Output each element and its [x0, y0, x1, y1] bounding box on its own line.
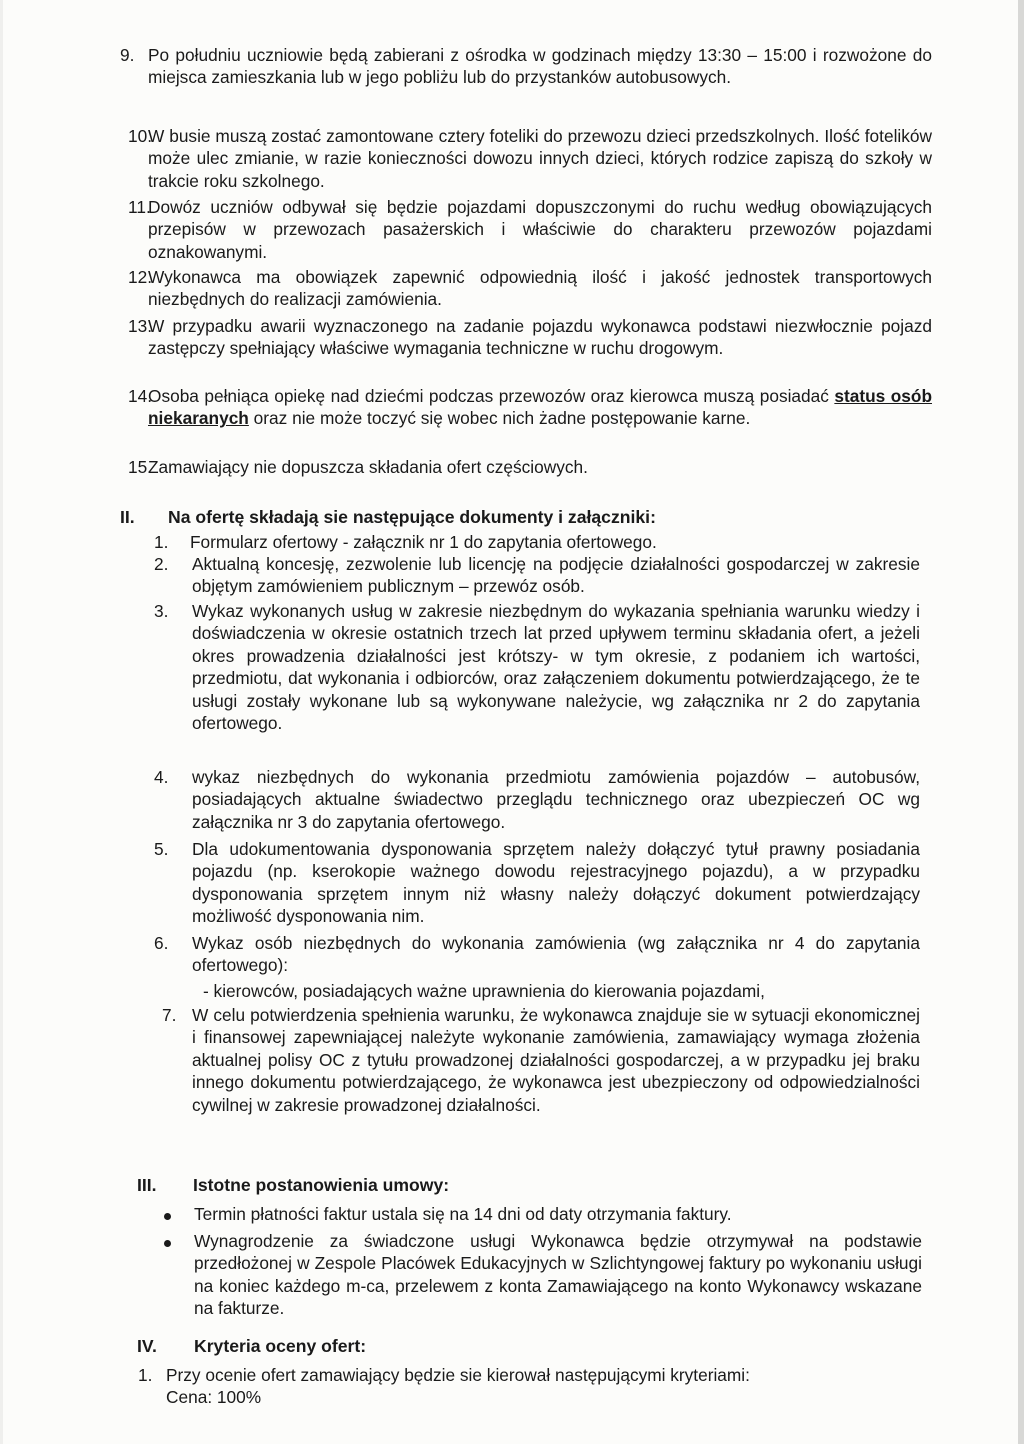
- item-number: 3.: [154, 601, 169, 621]
- bullet-icon: [164, 1213, 171, 1220]
- item-text: - kierowców, posiadających ważne uprawnienia do kierowania pojazdami,: [203, 981, 765, 1001]
- section-heading: Kryteria oceny ofert:: [194, 1336, 367, 1356]
- item-text: W przypadku awarii wyznaczonego na zadanie pojazdu wykonawca podstawi niezwłocznie pojazd zastępczy spełniający właściwe wymagania techniczne w ruchu drogowym.: [148, 316, 932, 359]
- list-item: [128, 266, 932, 311]
- item-number: 14.: [128, 386, 153, 406]
- item-text: Przy ocenie ofert zamawiający będzie sie kierował następującymi kryteriami:: [166, 1365, 750, 1385]
- item-number: 15.: [128, 457, 153, 477]
- item-text: Dowóz uczniów odbywał się będzie pojazdami dopuszczonymi do ruchu według obowiązujących przepisów w przewozach pasażerskich i właściwie do charakteru przewozów pojazdami oznakowanymi.: [148, 197, 932, 262]
- list-item: [154, 600, 920, 734]
- item-text: Termin płatności faktur ustala się na 14 dni od daty otrzymania faktury.: [194, 1204, 732, 1224]
- item-text-part: oraz nie może toczyć się wobec nich żadne postępowanie karne.: [248, 408, 751, 429]
- item-number: 11.: [128, 197, 151, 217]
- section-heading: Na ofertę składają sie następujące dokumenty i załączniki:: [168, 507, 656, 527]
- list-item: [154, 553, 920, 598]
- item-number: 12.: [128, 267, 153, 287]
- item-text: W busie muszą zostać zamontowane cztery foteliki do przewozu dzieci przedszkolnych. Ilość fotelików może ulec zmianie, w razie konieczności dowozu innych dzieci, których rodzice zapiszą do szkoły w trakcie roku szkolnego.: [148, 126, 932, 191]
- item-text: Wykaz osób niezbędnych do wykonania zamówienia (wg załącznika nr 4 do zapytania ofertowego):: [192, 933, 920, 976]
- item-text: Aktualną koncesję, zezwolenie lub licencję na podjęcie działalności gospodarczej w zakresie objętym zamówieniem publicznym – przewóz osób.: [192, 554, 920, 597]
- list-item: [128, 456, 932, 478]
- list-item: [128, 315, 932, 360]
- item-text: [148, 385, 932, 430]
- item-text: Dla udokumentowania dysponowania sprzętem należy dołączyć tytuł prawny posiadania pojazdu (np. kserokopie ważnego dowodu rejestracyjnego pojazdu), a w przypadku dysponowania sprzętem innym niż własny należy dołączyć dokument potwierdzający możliwość dysponowania nim.: [192, 839, 920, 927]
- item-number: 1.: [154, 532, 169, 552]
- emphasis-text: status osób niekaranych: [148, 386, 932, 429]
- list-item: [120, 44, 932, 89]
- item-text: W celu potwierdzenia spełnienia warunku, że wykonawca znajduje sie w sytuacji ekonomicznej i finansowej zapewniającej należyte wykonanie zamówienia, zamawiający wymaga złożenia aktualnej polisy OC z tytułu prowadzonej działalności gospodarczej, a w przypadku jej braku innego dokumentu potwierdzającego, że wykonawca jest ubezpieczony od odpowiedzialności cywilnej w zakresie prowadzonej działalności.: [192, 1005, 920, 1115]
- item-number: 9.: [120, 45, 135, 65]
- item-number: 10.: [128, 126, 153, 146]
- scan-edge-right: [1018, 0, 1024, 1444]
- item-number: 1.: [138, 1365, 153, 1385]
- criterion-line: [166, 1386, 261, 1408]
- list-item: [128, 196, 932, 263]
- list-item: [154, 838, 920, 928]
- list-item: [154, 932, 920, 977]
- item-text-part: Osoba pełniąca opiekę nad dziećmi podczas przewozów oraz kierowca muszą posiadać: [148, 386, 835, 406]
- item-number: 4.: [154, 767, 169, 787]
- list-item: [194, 1230, 922, 1320]
- section-heading: Istotne postanowienia umowy:: [193, 1175, 450, 1195]
- item-text: Wykaz wykonanych usług w zakresie niezbędnym do wykazania spełniania warunku wiedzy i doświadczenia w okresie ostatnich trzech lat przed upływem terminu składania ofert, a jeżeli okres prowadzenia działalności jest krótszy- w tym okresie, z podaniem ich wartości, przedmiotu, dat wykonania i odbiorców, oraz załączeniem dokumentu potwierdzającego, że te usługi zostały wykonane lub są wykonywane należycie, wg załącznika nr 2 do zapytania ofertowego.: [192, 601, 920, 734]
- list-item: [162, 1004, 920, 1116]
- item-number: 6.: [154, 933, 169, 953]
- section-number: II.: [120, 507, 135, 527]
- item-text: Zamawiający nie dopuszcza składania ofert częściowych.: [148, 457, 588, 477]
- list-item: [154, 766, 920, 833]
- item-number: 7.: [162, 1005, 177, 1025]
- section-number: IV.: [137, 1336, 157, 1356]
- item-number: 2.: [154, 554, 169, 574]
- item-text: Formularz ofertowy - załącznik nr 1 do zapytania ofertowego.: [190, 532, 657, 552]
- list-item: [138, 1364, 926, 1386]
- item-text: Po południu uczniowie będą zabierani z ośrodka w godzinach między 13:30 – 15:00 i rozwożone do miejsca zamieszkania lub w jego pobliżu lub do przystanków autobusowych.: [148, 45, 932, 88]
- section-number: III.: [137, 1175, 157, 1195]
- list-item: [194, 1203, 922, 1225]
- list-item: [154, 531, 920, 553]
- item-text: wykaz niezbędnych do wykonania przedmiotu zamówienia pojazdów – autobusów, posiadających aktualne świadectwo przeglądu technicznego oraz ubezpieczeń OC wg załącznika nr 3 do zapytania ofertowego.: [192, 767, 920, 832]
- scan-edge-left: [0, 0, 3, 1444]
- sub-item: [203, 980, 765, 1002]
- item-text: Wynagrodzenie za świadczone usługi Wykonawca będzie otrzymywał na podstawie przedłożonej w Zespole Placówek Edukacyjnych w Szlichtyngowej faktury po wykonaniu usługi na koniec każdego m-ca, przelewem z konta Zamawiającego na konto Wykonawcy wskazane na fakturze.: [194, 1231, 922, 1319]
- bullet-icon: [164, 1240, 171, 1247]
- list-item: [128, 125, 932, 192]
- criterion-text: Cena: 100%: [166, 1387, 262, 1407]
- list-item: [128, 385, 932, 430]
- item-number: 5.: [154, 839, 169, 859]
- item-text: Wykonawca ma obowiązek zapewnić odpowiednią ilość i jakość jednostek transportowych niezbędnych do realizacji zamówienia.: [148, 267, 932, 310]
- item-number: 13.: [128, 316, 153, 336]
